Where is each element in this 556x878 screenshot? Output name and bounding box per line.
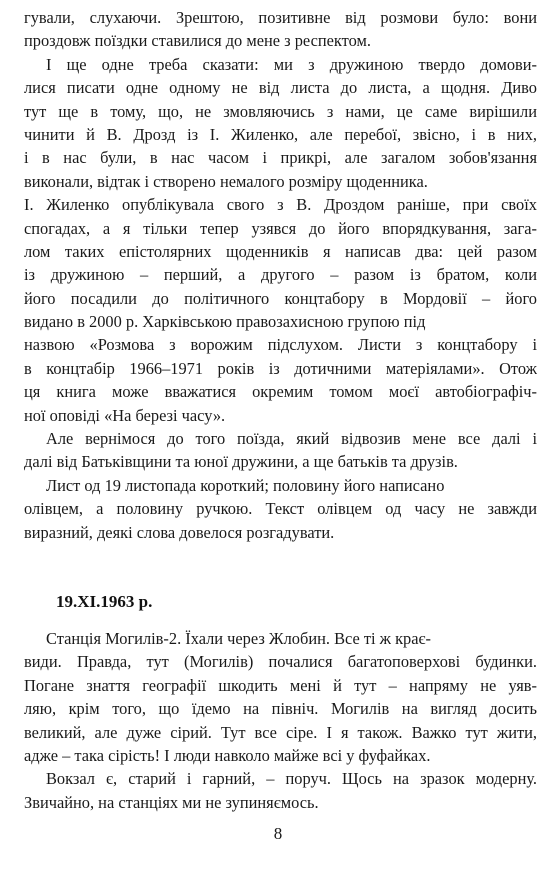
text-line: його посадили до політичного концтабору в Мордовії – його	[24, 288, 537, 308]
text-line: із дружиною – перший, а другого – разом із братом, коли	[24, 265, 537, 285]
text-line: гували, слухаючи. Зрештою, позитивне від розмови було: вони	[24, 8, 537, 27]
text-line: лися писати одне одному не від листа до листа, а щодня. Диво	[24, 78, 537, 98]
text-line: Вокзал є, старий і гарний, – поруч. Щось на зразок модерну.	[46, 769, 537, 789]
text-line: олівцем, а половину ручкою. Текст олівцем од часу не завжди	[24, 499, 537, 519]
text-line: спогадах, а я тільки тепер узявся до його впорядкування, зага-	[24, 218, 537, 238]
text-line: Погане знаття географії шкодить мені й тут – напряму не уяв-	[24, 675, 537, 695]
text-line: виконали, відтак і створено немалого розміру щоденника.	[24, 171, 428, 191]
text-line: тут ще в тому, що, не змовляючись з нами, це саме вирішили	[24, 101, 537, 121]
text-line: далі від Батьківщини та юної дружини, а ще батьків та друзів.	[24, 452, 458, 472]
text-line: І ще одне треба сказати: ми з дружиною твердо домови-	[46, 54, 537, 74]
entry-date-heading: 19.XI.1963 р.	[56, 592, 153, 611]
text-line: ної оповіді «На березі часу».	[24, 405, 226, 425]
text-line: видано в 2000 р. Харківською правозахисною групою під	[24, 312, 426, 332]
text-line: лом таких епістолярних щоденників я написав два: цей разом	[24, 241, 537, 261]
body-text-top	[24, 6, 537, 544]
text-line: Але вернімося до того поїзда, який відвозив мене все далі і	[46, 429, 537, 449]
text-line: великий, але дуже сірий. Тут все сіре. І я також. Важко тут жити,	[24, 722, 537, 742]
body-text-entry	[24, 627, 537, 814]
page-number: 8	[273, 824, 283, 843]
text-line: адже – така сірість! І люди навколо майже всі у фуфайках.	[24, 745, 431, 765]
text-line: проздовж поїздки ставилися до мене з респектом.	[24, 31, 371, 51]
text-line: Звичайно, на станціях ми не зупиняємось.	[24, 792, 319, 812]
text-line: назвою «Розмова з ворожим підслухом. Листи з концтабору і	[24, 335, 537, 355]
text-line: Лист од 19 листопада короткий; половину його написано	[46, 475, 445, 495]
text-line: в концтабір 1966–1971 років із дотичними матеріялами». Отож	[24, 358, 537, 378]
text-line: види. Правда, тут (Могилів) почалися багатоповерхові будинки.	[24, 652, 537, 672]
text-line: ляю, крім того, що їдемо на північ. Могилів на вигляд досить	[24, 699, 537, 719]
text-line: і в нас були, в нас часом і прикрі, але загалом зобов'язання	[24, 148, 537, 168]
text-line: ця книга може вважатися окремим томом моєї автобіографіч-	[24, 382, 537, 402]
text-line: І. Жиленко опублікувала свого з В. Дроздом раніше, при своїх	[24, 195, 537, 215]
text-line: чинити й В. Дрозд із І. Жиленко, але перебої, звісно, і в них,	[24, 124, 537, 144]
text-line: Станція Могилів-2. Їхали через Жлобин. Все ті ж крає-	[46, 629, 432, 648]
text-line: виразний, деякі слова довелося розгадувати.	[24, 522, 335, 542]
